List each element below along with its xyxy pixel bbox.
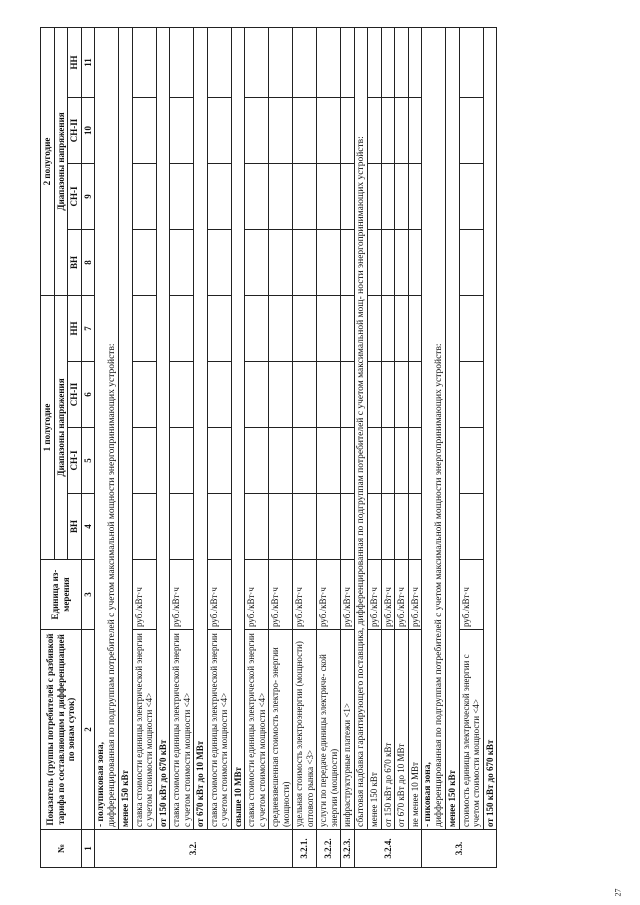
subgroup-150-670: от 150 кВт до 670 кВт (156, 27, 170, 829)
vn-header-2: ВН (68, 229, 82, 295)
table-row (132, 27, 156, 867)
rate-text: ставка стоимости единицы электрической энергии с учетом стоимости мощности <4> (207, 630, 231, 830)
unit-cell: руб./кВт·ч (341, 560, 355, 630)
half-peak-title: - полупиковая зона, (96, 741, 106, 827)
col-indicator-header: Показатель (группы потребителей с разбивкой тарифа по составляющим и дифференциацией по зонам суток) (41, 630, 82, 830)
table-row (341, 27, 355, 867)
table-row (422, 27, 446, 867)
colnum-11: 11 (81, 27, 95, 97)
sn1-header-1: СН-I (68, 428, 82, 494)
row-num-3-2-4: 3.2.4. (354, 830, 422, 868)
unit-cell: руб./кВт·ч (132, 560, 156, 630)
half1-header: 1 полугодие (41, 295, 55, 559)
half-peak-span-text: дифференцированная по подгруппам потребителей с учетом максимальной мощности энергопринимающих устройств: (106, 343, 117, 827)
unit-cell: руб./кВт·ч (269, 560, 293, 630)
subgroup-670-10: от 670 кВт до 10 МВт (194, 27, 208, 829)
unit-cell: руб./кВт·ч (368, 560, 382, 630)
header-row-1 (41, 27, 55, 867)
rotated-table-sheet (40, 28, 605, 868)
rate-text: ставка стоимости единицы электрической энергии с учетом стоимости мощности <4> (245, 630, 269, 830)
colnum-5: 5 (81, 428, 95, 494)
rate-text: ставка стоимости единицы электрической энергии с учетом стоимости мощности <4> (170, 630, 194, 830)
table-row (245, 27, 269, 867)
table-row (395, 27, 409, 867)
half2-header: 2 полугодие (41, 27, 55, 295)
sn1-header-2: СН-I (68, 163, 82, 229)
avg-cost-text: средневзвешенная стоимость электро- энергии (мощности) (269, 630, 293, 830)
row-num-3-2: 3.2. (95, 830, 293, 868)
table-row (354, 27, 368, 867)
sales-less150: менее 150 кВт (368, 630, 382, 830)
half-peak-heading (95, 27, 119, 829)
table-row (156, 27, 170, 867)
peak-title: - пиковая зона, (423, 762, 433, 827)
unit-cell: руб./кВт·ч (207, 560, 231, 630)
subgroup-over10: свыше 10 МВт (231, 27, 245, 829)
unit-cell: руб./кВт·ч (245, 560, 269, 630)
colnum-4: 4 (81, 494, 95, 560)
colnum-10: 10 (81, 97, 95, 163)
unit-cost-text: удельная стоимость электроэнергии (мощности) оптового рынка <3> (293, 630, 317, 830)
tariff-table (40, 27, 497, 868)
table-row (408, 27, 422, 867)
subgroup-less150: менее 150 кВт (119, 27, 133, 829)
sales-670-10: от 670 кВт до 10 МВт (395, 630, 409, 830)
colnum-6: 6 (81, 362, 95, 428)
table-row (231, 27, 245, 867)
table-row (368, 27, 382, 867)
row-num-3-2-3: 3.2.3. (341, 830, 355, 868)
table-row (269, 27, 293, 867)
infra-text: инфраструктурные платежи <1> (341, 630, 355, 830)
ranges-header-2: Диапазоны напряжения (54, 27, 68, 295)
table-row (483, 27, 497, 867)
sn2-header-1: СН-II (68, 362, 82, 428)
row-num-3-3: 3.3. (422, 830, 497, 868)
sales-markup-heading: сбытовая надбавка гарантирующего поставщика, дифференцированная по подгруппам потребителей с учетом максимальной мощ- ности энергопринимающих устройств: (354, 27, 368, 829)
unit-cell: руб./кВт·ч (381, 560, 395, 630)
table-row (194, 27, 208, 867)
transmission-text: услуги по передаче единицы электриче- ской энергии (мощности) (317, 630, 341, 830)
colnum-3: 3 (81, 560, 95, 630)
unit-cell: руб./кВт·ч (317, 560, 341, 630)
table-row (170, 27, 194, 867)
table-row (459, 27, 483, 867)
colnum-1: 1 (81, 830, 95, 868)
peak-heading (422, 27, 446, 829)
colnum-2: 2 (81, 630, 95, 830)
col-no-header: № (41, 830, 82, 868)
sales-not-less10: не менее 10 МВт (408, 630, 422, 830)
unit-cell: руб./кВт·ч (408, 560, 422, 630)
peak-rate-text: стоимость единицы электрической энергии с учетом стоимости мощности <4> (459, 630, 483, 830)
colnum-7: 7 (81, 295, 95, 361)
sn2-header-2: СН-II (68, 97, 82, 163)
table-row (207, 27, 231, 867)
ranges-header-1: Диапазоны напряжения (54, 295, 68, 559)
unit-cell: руб./кВт·ч (293, 560, 317, 630)
table-row (95, 27, 119, 867)
page-number: 27 (613, 888, 623, 897)
sales-150-670: от 150 кВт до 670 кВт (381, 630, 395, 830)
table-row (119, 27, 133, 867)
peak-span-text: дифференцированная по подгруппам потребителей с учетом максимальной мощности энергопринимающих устройств: (433, 343, 444, 827)
nn-header-1: НН (68, 295, 82, 361)
unit-cell: руб./кВт·ч (459, 560, 483, 630)
table-row (293, 27, 317, 867)
nn-header-2: НН (68, 27, 82, 97)
table-row (381, 27, 395, 867)
row-num-3-2-2: 3.2.2. (317, 830, 341, 868)
unit-cell: руб./кВт·ч (395, 560, 409, 630)
colnum-9: 9 (81, 163, 95, 229)
column-number-row (81, 27, 95, 867)
table-row (446, 27, 460, 867)
rate-text: ставка стоимости единицы электрической энергии с учетом стоимости мощности <4> (132, 630, 156, 830)
peak-150-670: от 150 кВт до 670 кВт (483, 27, 497, 829)
vn-header-1: ВН (68, 494, 82, 560)
peak-less150: менее 150 кВт (446, 27, 460, 829)
row-num-3-2-1: 3.2.1. (293, 830, 317, 868)
colnum-8: 8 (81, 229, 95, 295)
unit-cell: руб./кВт·ч (170, 560, 194, 630)
col-unit-header: Единица из- мерения (41, 560, 82, 630)
table-row (317, 27, 341, 867)
